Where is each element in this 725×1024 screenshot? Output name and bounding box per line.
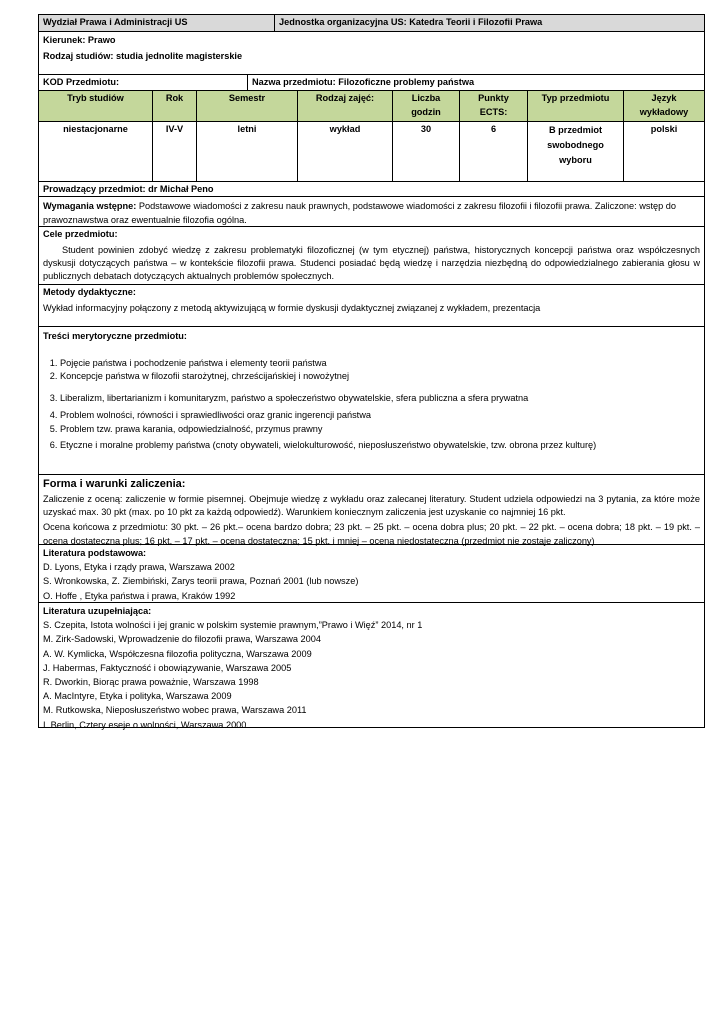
- header-class-type: Rodzaj zajęć:: [297, 91, 392, 121]
- methods-text: Wykład informacyjny połączony z metodą aktywizującą w formie dyskusji dydaktycznej związanej z wykładem, prezentacja: [43, 302, 541, 313]
- list-item: A. MacIntyre, Etyka i polityka, Warszawa 2009: [43, 691, 232, 702]
- study-type: Rodzaj studiów: studia jednolite magisterskie: [43, 50, 243, 61]
- goals-section: [38, 227, 705, 285]
- requirements-section: [38, 197, 705, 227]
- basic-literature-label: Literatura podstawowa:: [43, 548, 147, 558]
- goals-label: Cele przedmiotu:: [43, 229, 118, 239]
- assessment-text-2: Ocena końcowa z przedmiotu: 30 pkt. – 26 pkt.– ocena bardzo dobra; 23 pkt. – 25 pkt. – ocena dobra plus; 20 pkt. – 22 pkt. – ocena dobra; 18 pkt. – 19 pkt. – ocena dostateczna plus; 16 pkt. – 17 pkt. – ocena dostateczna; 15 pkt. i mniej – ocena niedostateczna (przedmiot nie zostaje zaliczony): [43, 522, 700, 546]
- value-subject-type: B przedmiot swobodnego wyboru: [527, 122, 623, 181]
- header-hours: Liczba godzin: [392, 91, 459, 121]
- subject-name: Filozoficzne problemy państwa: [338, 77, 475, 87]
- lecturer-row: [38, 182, 705, 197]
- list-item: 4. Problem wolności, równości i sprawiedliwości oraz granic ingerencji państwa: [60, 409, 704, 423]
- list-item: J. Habermas, Faktyczność i obowiązywanie, Warszawa 2005: [43, 662, 292, 673]
- list-item: A. W. Kymlicka, Współczesna filozofia polityczna, Warszawa 2009: [43, 648, 312, 659]
- header-mode: Tryb studiów: [67, 93, 124, 103]
- list-item: M. Zirk-Sadowski, Wprowadzenie do filozofii prawa, Warszawa 2004: [43, 634, 321, 645]
- value-class-type: wykład: [297, 122, 392, 181]
- methods-section: [38, 285, 705, 327]
- content-section: [38, 327, 705, 475]
- header-semester: Semestr: [196, 91, 297, 121]
- list-item: O. Hoffe , Etyka państwa i prawa, Kraków 1992: [43, 590, 236, 601]
- value-mode: niestacjonarne: [63, 124, 128, 134]
- program-info: [38, 32, 705, 75]
- list-item: 3. Liberalizm, libertarianizm i komunitaryzm, państwo a społeczeństwo obywatelskie, sfera publiczna a sfera prywatna: [60, 392, 704, 406]
- value-semester: letni: [196, 122, 297, 181]
- assessment-section: [38, 475, 705, 545]
- extra-literature-section: [38, 603, 705, 728]
- subject-code-label: KOD Przedmiotu:: [43, 77, 120, 87]
- subject-name-label: Nazwa przedmiotu:: [252, 77, 336, 87]
- value-year: IV-V: [152, 122, 196, 181]
- content-list: [47, 357, 704, 453]
- list-item: 6. Etyczne i moralne problemy państwa (cnoty obywateli, wielokulturowość, nieposłuszeństwo obywatelskie, tzw. obrona przez kulturę): [60, 439, 704, 453]
- content-label: Treści merytoryczne przedmiotu:: [43, 331, 187, 341]
- goals-text: Student powinien zdobyć wiedzę z zakresu problematyki filozoficznej (w tym etycznej) państwa, historycznych koncepcji państwa oraz współczesnych dyskusji dotyczących państwa – w kontekście filozofii prawa. Studenci posiadać będą wiedzę i narzędzia niezbędną do odpowiedzialnego zabierania głosu w publicznych debatach dotyczących aktualnych problemów społecznych.: [43, 244, 700, 282]
- value-language: polski: [623, 122, 704, 181]
- list-item: 2. Koncepcje państwa w filozofii starożytnej, chrześcijańskiej i nowożytnej: [60, 370, 704, 384]
- table-header-row: [38, 91, 705, 122]
- faculty-name: Wydział Prawa i Administracji US: [43, 17, 188, 27]
- requirements-block: [39, 197, 704, 228]
- header-subject-type: Typ przedmiotu: [527, 91, 623, 121]
- assessment-text-1: Zaliczenie z oceną: zaliczenie w formie pisemnej. Obejmuje wiedzę z wykładu oraz zalecanej literatury. Student udziela odpowiedzi na 3 pytania, za które może uzyskać max. 30 pkt (max. po 10 pkt za każdą odpowiedź). Warunkiem koniecznym zaliczenia jest uzyskanie co najmniej 16 pkt.: [43, 494, 700, 518]
- header-ects: Punkty ECTS:: [459, 91, 527, 121]
- list-item: M. Rutkowska, Nieposłuszeństwo wobec prawa, Warszawa 2011: [43, 705, 307, 716]
- list-item: S. Czepita, Istota wolności i jej granic w polskim systemie prawnym,”Prawo i Więź” 2014, nr 1: [43, 620, 423, 631]
- syllabus-document: [38, 14, 705, 728]
- requirements-text: Podstawowe wiadomości z zakresu nauk prawnych, podstawowe wiadomości z zakresu filozofii i filozofii prawa. Zaliczone: wstęp do prawoznawstwa oraz ewentualnie filozofia ogólna.: [43, 201, 677, 225]
- list-item: R. Dworkin, Biorąc prawa poważnie, Warszawa 1998: [43, 677, 259, 688]
- extra-literature-label: Literatura uzupełniająca:: [43, 606, 152, 616]
- subject-name-cell: [247, 75, 704, 90]
- value-hours: 30: [392, 122, 459, 181]
- lecturer: Prowadzący przedmiot: dr Michał Peno: [43, 184, 214, 194]
- list-item: 5. Problem tzw. prawa karania, odpowiedzialność, przymus prawny: [60, 423, 704, 437]
- list-item: 1. Pojęcie państwa i pochodzenie państwa i elementy teorii państwa: [60, 357, 704, 371]
- requirements-label: Wymagania wstępne:: [43, 201, 137, 211]
- methods-label: Metody dydaktyczne:: [43, 287, 136, 297]
- list-item: I. Berlin, Cztery eseje o wolności, Warszawa 2000: [43, 719, 247, 730]
- assessment-label: Forma i warunki zaliczenia:: [43, 478, 186, 490]
- unit-name: Jednostka organizacyjna US: Katedra Teorii i Filozofii Prawa: [274, 15, 704, 31]
- subject-row: [38, 75, 705, 91]
- list-item: D. Lyons, Etyka i rządy prawa, Warszawa 2002: [43, 562, 235, 573]
- basic-literature-section: [38, 545, 705, 603]
- header-language: Język wykładowy: [623, 91, 704, 121]
- value-ects: 6: [459, 122, 527, 181]
- study-direction: Kierunek: Prawo: [43, 35, 116, 45]
- table-values-row: [38, 122, 705, 182]
- list-item: S. Wronkowska, Z. Ziembiński, Zarys teorii prawa, Poznań 2001 (lub nowsze): [43, 576, 359, 587]
- header-year: Rok: [152, 91, 196, 121]
- header-row: [38, 14, 705, 32]
